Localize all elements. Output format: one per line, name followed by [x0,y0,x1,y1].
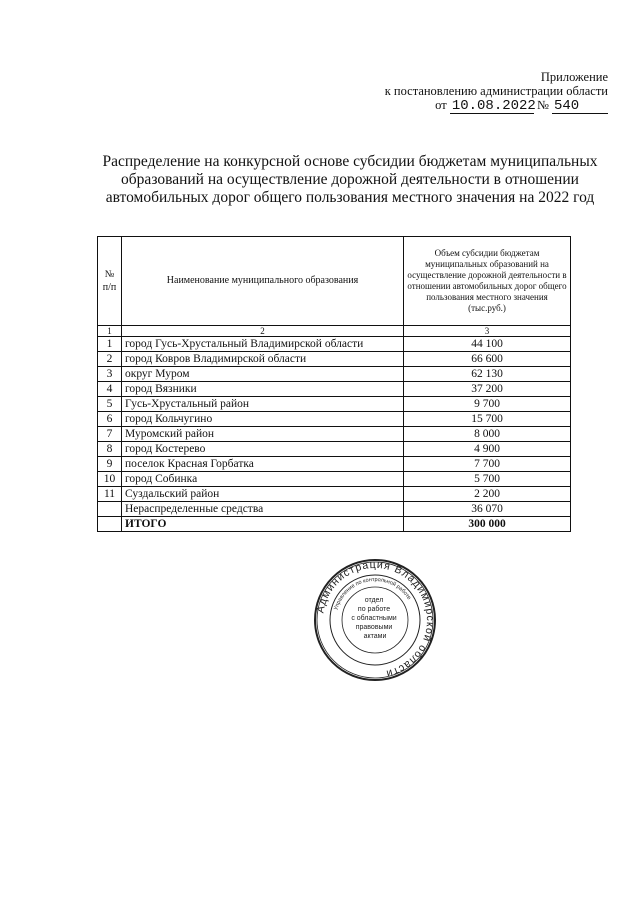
stamp-center-text: отдел по работе с областными правовыми актами [351,597,397,640]
row-value: 8 000 [404,427,571,442]
subsidy-table [97,236,571,532]
row-name: город Кольчугино [122,412,404,427]
row-num: 5 [98,397,122,412]
row-name: округ Муром [122,367,404,382]
table-row [98,337,571,352]
official-stamp [313,558,437,682]
row-name: Суздальский район [122,487,404,502]
table-row [98,502,571,517]
date-value: 10.08.2022 [451,98,536,114]
header-num: № п/п [98,237,122,326]
row-value: 4 900 [404,442,571,457]
table-row [98,457,571,472]
row-num: 2 [98,352,122,367]
col-index-3: 3 [404,326,571,337]
row-num: 8 [98,442,122,457]
row-value: 2 200 [404,487,571,502]
row-name: поселок Красная Горбатка [122,457,404,472]
row-name: город Костерево [122,442,404,457]
row-name: город Собинка [122,472,404,487]
row-name: Гусь-Хрустальный район [122,397,404,412]
appendix-block [385,70,608,114]
table-row [98,472,571,487]
row-value: 9 700 [404,397,571,412]
header-volume: Объем субсидии бюджетам муниципальных образований на осуществление дорожной деятельности в отношении автомобильных дорог общего пользования местного значения (тыс.руб.) [404,237,571,326]
row-name: Муромский район [122,427,404,442]
total-num [98,517,122,532]
row-value: 5 700 [404,472,571,487]
total-label: ИТОГО [122,517,404,532]
appendix-date-line [385,98,608,114]
row-value: 15 700 [404,412,571,427]
row-value: 36 070 [404,502,571,517]
row-value: 44 100 [404,337,571,352]
number-prefix: № [536,98,549,112]
header-name: Наименование муниципального образования [122,237,404,326]
column-index-row [98,326,571,337]
stamp-inner-ring-text: Управление по контрольной работе [333,576,412,611]
appendix-title: Приложение [540,70,608,84]
total-row [98,517,571,532]
table-row [98,442,571,457]
row-name: город Вязники [122,382,404,397]
table-row [98,397,571,412]
table-row [98,382,571,397]
col-index-2: 2 [122,326,404,337]
number-value: 540 [552,100,608,114]
row-num: 4 [98,382,122,397]
appendix-subtitle: к постановлению администрации области [384,84,608,98]
row-num: 11 [98,487,122,502]
row-value: 62 130 [404,367,571,382]
table-row [98,352,571,367]
table-row [98,367,571,382]
row-num: 7 [98,427,122,442]
row-name: город Ковров Владимирской области [122,352,404,367]
document-title: Распределение на конкурсной основе субсидии бюджетам муниципальных образований на осуществление дорожной деятельности в отношении автомобильных дорог общего пользования местного значения на 2022 год [102,153,598,206]
date-prefix: от [435,98,447,112]
stamp-outer-text: Администрация Владимирской области [314,558,437,680]
table-row [98,412,571,427]
row-value: 7 700 [404,457,571,472]
row-num [98,502,122,517]
table-row [98,427,571,442]
row-num: 10 [98,472,122,487]
table-row [98,487,571,502]
row-value: 37 200 [404,382,571,397]
col-index-1: 1 [98,326,122,337]
table-header-row [98,237,571,326]
total-value: 300 000 [404,517,571,532]
row-num: 6 [98,412,122,427]
row-num: 3 [98,367,122,382]
row-num: 9 [98,457,122,472]
row-num: 1 [98,337,122,352]
row-name: город Гусь-Хрустальный Владимирской области [122,337,404,352]
row-name: Нераспределенные средства [122,502,404,517]
row-value: 66 600 [404,352,571,367]
